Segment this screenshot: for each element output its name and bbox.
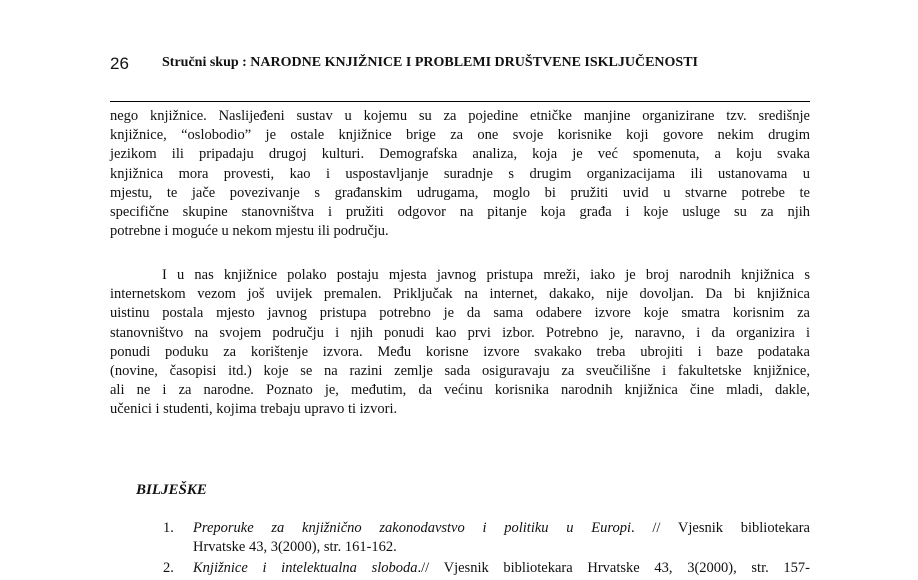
paragraph-2: [110, 266, 810, 420]
note-source: .// Vjesnik bibliotekara Hrvatske 43, 3(2000), str. 157-: [417, 560, 811, 576]
text-line: specifične skupine stanovništva i pružiti odgovor na pitanje koja građa i koje usluge su za njih: [110, 203, 810, 220]
header-rule: [110, 101, 810, 102]
text-line: uistinu postala mjesto javnog pristupa potrebno je da sama odabere izvore koje smatra korisnim za: [110, 305, 810, 322]
text-line: internetskom vezom još uvijek premalen. Priključak na internet, dakako, nije dovoljan. Da bi knjižnica: [110, 286, 810, 303]
text-line: ali ne i za narodne. Poznato je, međutim, da većinu korisnika narodnih knjižnica čine mladi, dakle,: [110, 382, 810, 399]
note-source: . // Vjesnik bibliotekara: [631, 520, 810, 536]
text-line: učenici i studenti, kojima trebaju upravo ti izvori.: [110, 401, 398, 418]
text-line: (novine, časopisi itd.) koje se na razini zemlje sada osiguravaju za sveučilišne i fakultetske knjižnice,: [110, 362, 810, 379]
note-number: 2.: [163, 560, 174, 576]
note-title: Preporuke za knjižnično zakonodavstvo i politiku u Europi: [193, 520, 631, 536]
note-title: Knjižnice i intelektualna sloboda: [193, 560, 418, 576]
note-body: [193, 559, 810, 578]
text-line: stanovništvo na svojem području i njih ponudi kao prvi izbor. Potrebno je, naravno, i da organizira i: [110, 324, 810, 341]
paragraph-1: [110, 107, 810, 241]
note-line: Hrvatske 43, 3(2000), str. 161-162.: [193, 539, 397, 556]
page-header: [110, 54, 810, 76]
text-line: knjižnice, “oslobodio” je ostale knjižnice brige za one svoje korisnike koji govore nekim drugim: [110, 127, 810, 144]
note-line: [193, 559, 810, 578]
running-title: Stručni skup : NARODNE KNJIŽNICE I PROBLEMI DRUŠTVENE ISKLJUČENOSTI: [162, 55, 698, 70]
note-line: [193, 519, 810, 538]
text-line: potrebne i moguće u nekom mjestu ili području.: [110, 223, 389, 240]
note-number: 1.: [163, 520, 174, 536]
notes-heading: BILJEŠKE: [136, 482, 207, 498]
text-line: ponudi poduku za korištenje izvora. Među korisne izvore svakako treba ubrojiti i baze podataka: [110, 343, 810, 360]
text-line: knjižnica mora provesti, kao i uspostavljanje suradnje s drugim organizacijama ili ustanovama u: [110, 165, 810, 182]
text-line: nego knjižnice. Naslijeđeni sustav u kojemu su za pojedine etničke manjine organizirane tzv. središnje: [110, 108, 810, 124]
page-number: 26: [110, 54, 129, 73]
note-body: [193, 519, 810, 557]
text-line: jezikom ili pripadaju drugoj kulturi. Demografska analiza, koja je već spomenuta, a koju svaka: [110, 146, 810, 163]
text-line: I u nas knjižnice polako postaju mjesta javnog pristupa mreži, iako je broj narodnih knjižnica s: [162, 267, 810, 283]
text-line: mjestu, te jače povezivanje s građanskim udrugama, moglo bi pružiti uvid u stvarne potrebe te: [110, 184, 810, 201]
